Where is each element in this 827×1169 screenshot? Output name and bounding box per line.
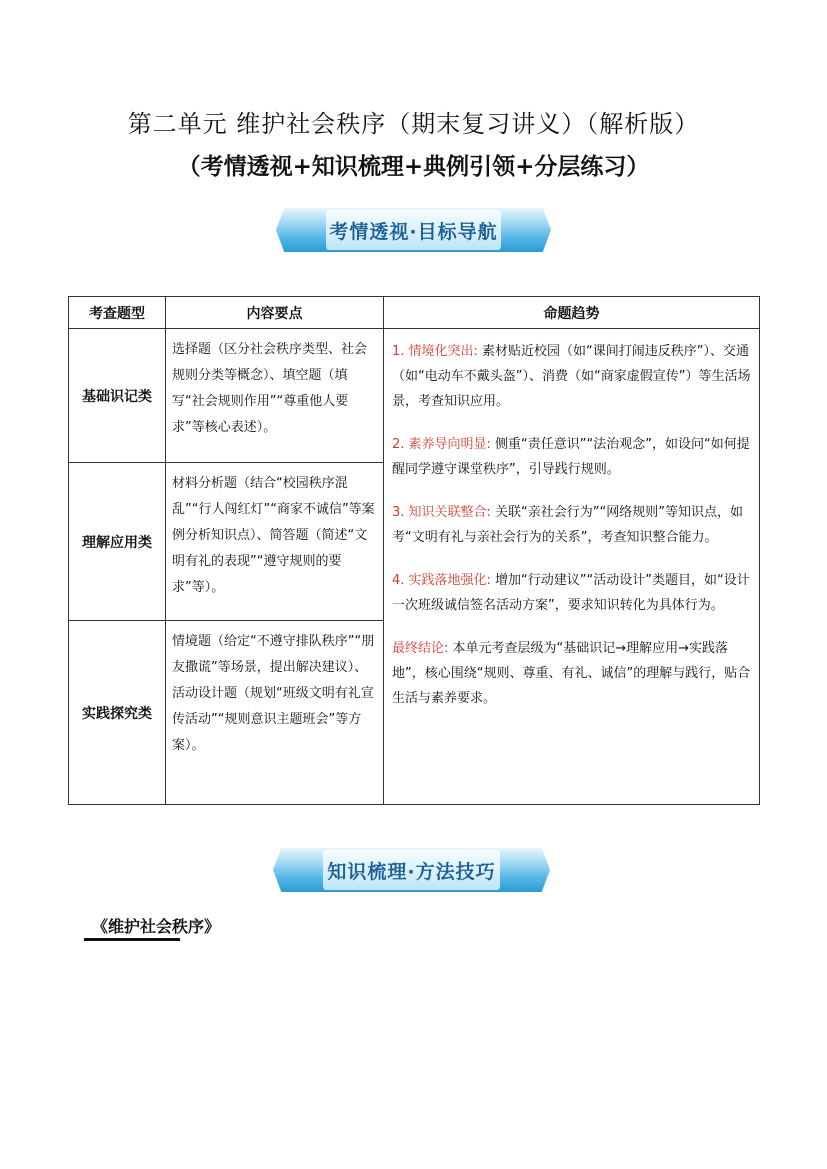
trend-text: 侧重“责任意识”“法治观念”，如设问“如何提醒同学遵守课堂秩序”，引导践行规则。	[392, 437, 750, 477]
row-type: 基础识记类	[69, 329, 166, 463]
banner-exam-analysis-label: 考情透视·目标导航	[329, 220, 498, 243]
trend-lead: 4. 实践落地强化:	[392, 573, 491, 588]
row-type: 实践探究类	[69, 621, 166, 805]
trend-item	[392, 432, 751, 482]
trend-lead: 2. 素养导向明显:	[392, 437, 491, 452]
banner-exam-analysis	[276, 206, 551, 254]
row-content: 情境题（给定“不遵守排队秩序”“朋友撒谎”等场景，提出解决建议）、活动设计题（规划“班级文明有礼宣传活动”“规则意识主题班会”等方案）。	[166, 621, 384, 805]
header-content-points: 内容要点	[166, 297, 384, 329]
trend-item	[392, 636, 751, 711]
table-row	[69, 329, 760, 463]
trend-cell	[384, 329, 760, 805]
trend-item	[392, 568, 751, 618]
header-question-type: 考查题型	[69, 297, 166, 329]
trend-lead: 1. 情境化突出:	[392, 344, 478, 359]
row-content: 材料分析题（结合“校园秩序混乱”“行人闯红灯”“商家不诚信”等案例分析知识点）、简答题（简述“文明有礼的表现”“遵守规则的要求”等）。	[166, 463, 384, 621]
page-subtitle: （考情透视+知识梳理+典例引领+分层练习）	[177, 153, 650, 180]
header-trends: 命题趋势	[384, 297, 760, 329]
trend-text: 素材贴近校园（如“课间打闹违反秩序”）、交通（如“电动车不戴头盔”）、消费（如“商家虚假宣传”）等生活场景，考查知识应用。	[392, 344, 751, 409]
banner-knowledge-review-label: 知识梳理·方法技巧	[327, 860, 496, 883]
trend-item	[392, 500, 751, 550]
row-type: 理解应用类	[69, 463, 166, 621]
trend-lead: 3. 知识关联整合:	[392, 505, 491, 520]
trend-item	[392, 339, 751, 414]
row-content: 选择题（区分社会秩序类型、社会规则分类等概念）、填空题（填写“社会规则作用”“尊重他人要求”等核心表述）。	[166, 329, 384, 463]
banner-knowledge-review	[273, 846, 550, 894]
section-heading-underline	[84, 938, 180, 941]
page-title: 第二单元 维护社会秩序（期末复习讲义）（解析版）	[127, 110, 700, 138]
trend-text: 关联“亲社会行为”“网络规则”等知识点，如考“文明有礼与亲社会行为的关系”，考查知识整合能力。	[392, 505, 743, 545]
exam-analysis-table	[68, 296, 760, 805]
section-heading: 《维护社会秩序》	[92, 917, 221, 936]
trend-text: 增加“行动建议”“活动设计”类题目，如“设计一次班级诚信签名活动方案”，要求知识转化为具体行为。	[392, 573, 750, 613]
trend-text: 本单元考查层级为“基础识记→理解应用→实践落地”，核心围绕“规则、尊重、有礼、诚信”的理解与践行，贴合生活与素养要求。	[392, 641, 751, 706]
trend-lead: 最终结论:	[392, 641, 449, 656]
table-header-row	[69, 297, 760, 329]
